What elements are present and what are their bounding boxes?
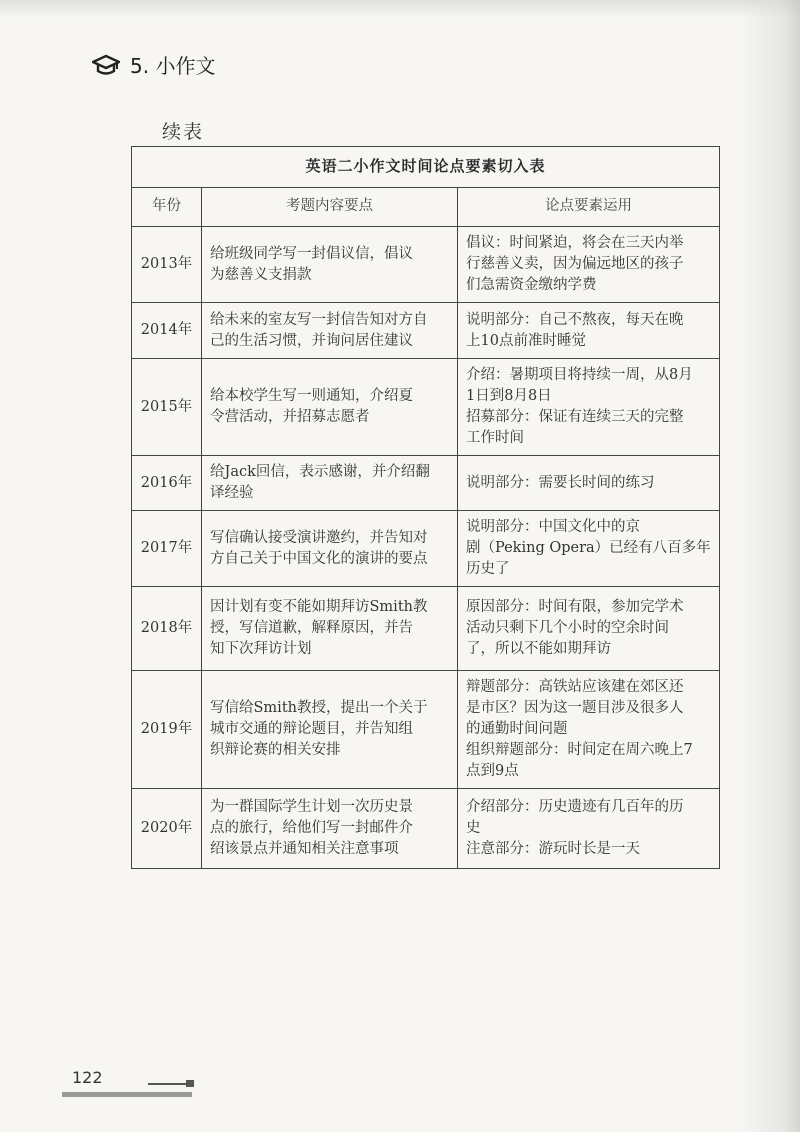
table-row — [132, 359, 720, 456]
footer-rule-cap — [186, 1080, 194, 1087]
task-line: 绍该景点并通知相关注意事项 — [210, 841, 399, 858]
point-line: 上10点前准时睡觉 — [466, 332, 586, 349]
point-line: 辩题部分：高铁站应该建在郊区还 — [466, 679, 684, 696]
point-line: 注意部分：游玩时长是一天 — [466, 841, 640, 858]
point-cell — [458, 456, 720, 511]
point-line: 原因部分：时间有限，参加完学术 — [466, 599, 684, 616]
point-cell — [458, 789, 720, 869]
year-cell: 2017年 — [132, 511, 202, 587]
essay-points-table — [131, 146, 720, 869]
task-line: 写信给Smith教授，提出一个关于 — [210, 700, 428, 717]
point-line: 活动只剩下几个小时的空余时间 — [466, 620, 669, 637]
point-line: 说明部分：需要长时间的练习 — [466, 474, 655, 491]
point-line: 介绍部分：历史遗迹有几百年的历 — [466, 799, 684, 816]
year-cell: 2013年 — [132, 227, 202, 303]
task-line: 给未来的室友写一封信告知对方自 — [210, 311, 428, 328]
point-line: 1日到8月8日 — [466, 388, 552, 405]
task-cell — [202, 789, 458, 869]
task-line: 织辩论赛的相关安排 — [210, 742, 341, 759]
point-line: 说明部分：中国文化中的京 — [466, 519, 640, 536]
task-line: 知下次拜访计划 — [210, 641, 312, 658]
point-line: 历史了 — [466, 561, 510, 578]
task-line: 译经验 — [210, 485, 254, 502]
task-line: 城市交通的辩论题目，并告知组 — [210, 721, 413, 738]
task-line: 点的旅行，给他们写一封邮件介 — [210, 820, 413, 837]
continued-label: 续表 — [162, 121, 205, 143]
point-line: 的通勤时间问题 — [466, 721, 568, 738]
point-line: 了，所以不能如期拜访 — [466, 641, 611, 658]
column-header: 年份 — [132, 188, 202, 227]
table-body — [132, 227, 720, 869]
footer-rule — [148, 1083, 186, 1085]
page-edge-shadow — [740, 0, 800, 1132]
point-cell — [458, 671, 720, 789]
task-line: 为慈善义支捐款 — [210, 266, 312, 283]
task-line: 写信确认接受演讲邀约，并告知对 — [210, 529, 428, 546]
point-cell — [458, 303, 720, 359]
task-cell — [202, 359, 458, 456]
year-cell: 2014年 — [132, 303, 202, 359]
point-line: 说明部分：自己不熬夜，每天在晚 — [466, 311, 684, 328]
task-line: 己的生活习惯，并询问居住建议 — [210, 332, 413, 349]
task-line: 令营活动，并招募志愿者 — [210, 409, 370, 426]
point-cell — [458, 587, 720, 671]
point-line: 组织辩题部分：时间定在周六晚上7 — [466, 742, 693, 759]
page-number: 122 — [72, 1068, 103, 1087]
task-line: 因计划有变不能如期拜访Smith教 — [210, 599, 428, 616]
task-line: 为一群国际学生计划一次历史景 — [210, 799, 413, 816]
task-cell — [202, 671, 458, 789]
table-header-row — [132, 188, 720, 227]
task-cell — [202, 303, 458, 359]
point-line: 是市区？因为这一题目涉及很多人 — [466, 700, 684, 717]
task-cell — [202, 227, 458, 303]
chapter-heading — [92, 50, 215, 79]
point-line: 介绍：暑期项目将持续一周，从8月 — [466, 367, 693, 384]
task-line: 给本校学生写一则通知，介绍夏 — [210, 388, 413, 405]
point-cell — [458, 227, 720, 303]
year-cell: 2016年 — [132, 456, 202, 511]
table-row — [132, 511, 720, 587]
task-line: 给Jack回信，表示感谢，并介绍翻 — [210, 464, 430, 481]
year-cell: 2015年 — [132, 359, 202, 456]
point-line: 剧（Peking Opera）已经有八百多年 — [466, 540, 711, 557]
point-line: 招募部分：保证有连续三天的完整 — [466, 409, 684, 426]
footer-bar — [62, 1092, 192, 1097]
column-header: 论点要素运用 — [458, 188, 720, 227]
task-cell — [202, 511, 458, 587]
task-line: 授，写信道歉，解释原因，并告 — [210, 620, 413, 637]
task-cell — [202, 456, 458, 511]
task-line: 给班级同学写一封倡议信，倡议 — [210, 245, 413, 262]
year-cell: 2019年 — [132, 671, 202, 789]
point-line: 点到9点 — [466, 763, 519, 780]
graduation-cap-icon — [92, 54, 120, 76]
table-row — [132, 671, 720, 789]
point-cell — [458, 359, 720, 456]
column-header: 考题内容要点 — [202, 188, 458, 227]
point-line: 倡议：时间紧迫，将会在三天内举 — [466, 235, 684, 251]
table-row — [132, 303, 720, 359]
table-row — [132, 587, 720, 671]
page-top-shadow — [0, 0, 800, 18]
table-row — [132, 227, 720, 303]
point-line: 们急需资金缴纳学费 — [466, 277, 597, 294]
year-cell: 2020年 — [132, 789, 202, 869]
point-line: 史 — [466, 820, 481, 837]
point-line: 行慈善义卖，因为偏远地区的孩子 — [466, 256, 684, 273]
task-cell — [202, 587, 458, 671]
task-line: 方自己关于中国文化的演讲的要点 — [210, 550, 428, 567]
year-cell: 2018年 — [132, 587, 202, 671]
table-title: 英语二小作文时间论点要素切入表 — [132, 147, 720, 188]
point-line: 工作时间 — [466, 430, 524, 447]
table-row — [132, 789, 720, 869]
table-row — [132, 456, 720, 511]
chapter-title: 5. 小作文 — [130, 54, 216, 78]
point-cell — [458, 511, 720, 587]
